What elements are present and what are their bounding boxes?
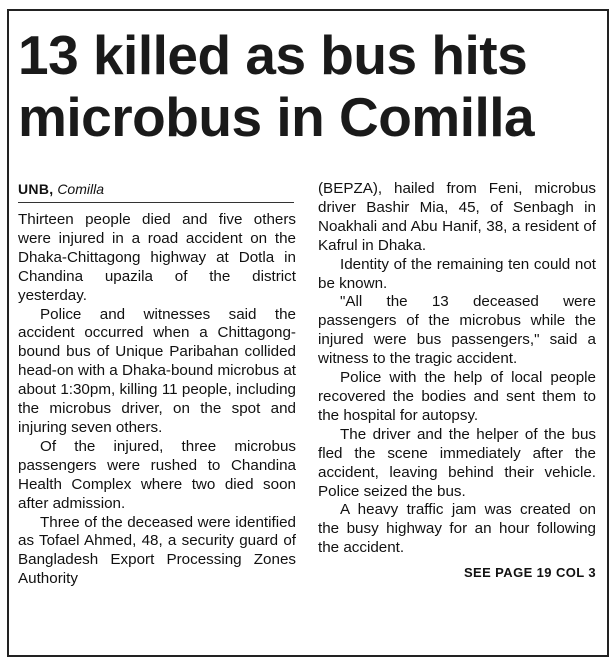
paragraph-continued: (BEPZA), hailed from Feni, microbus driver Bashir Mia, 45, of Senbagh in Noakhali and Abu Hanif, 38, a resident of Kafrul in Dhaka.: [318, 180, 596, 254]
headline-line-2: microbus in Comilla: [18, 86, 535, 148]
paragraph: The driver and the helper of the bus fled the scene immediately after the accident, leaving behind their vehicle. Police seized the bus.: [318, 425, 596, 500]
article-column-right: [318, 180, 596, 583]
paragraph: Police with the help of local people recovered the bodies and sent them to the hospital for autopsy.: [318, 369, 596, 424]
jump-line: SEE PAGE 19 COL 3: [463, 565, 596, 581]
paragraph: A heavy traffic jam was created on the busy highway for an hour following the accident.: [318, 501, 596, 557]
paragraph: Thirteen people died and five others were injured in a road accident on the Dhaka-Chittagong highway at Dotla in Chandina upazila of the district yesterday.: [18, 211, 296, 304]
paragraph: Police and witnesses said the accident occurred when a Chittagong-bound bus of Unique Paribahan collided head-on with a Dhaka-bound microbus at about 1:30pm, killing 11 people, including the microbus driver, on the spot and injuring seven others.: [18, 305, 296, 436]
frame-top-rule: [7, 9, 609, 11]
byline-agency: UNB,: [18, 181, 54, 197]
paragraph: Three of the deceased were identified as Tofael Ahmed, 48, a security guard of Bangladesh Export Processing Zones Authority: [18, 513, 296, 588]
frame-bottom-rule: [7, 655, 609, 657]
article-headline: [18, 24, 598, 148]
byline-city: Comilla: [57, 181, 104, 197]
paragraph: Identity of the remaining ten could not be known.: [318, 255, 596, 292]
byline: [18, 180, 294, 203]
paragraph: Of the injured, three microbus passengers were rushed to Chandina Health Complex where two died soon after admission.: [18, 437, 296, 512]
frame-right-rule: [607, 9, 609, 657]
frame-left-rule: [7, 9, 9, 657]
headline-line-1: 13 killed as bus hits: [18, 24, 528, 86]
paragraph: "All the 13 deceased were passengers of the microbus while the injured were bus passengers," said a witness to the tragic accident.: [318, 293, 596, 368]
article-column-left: [18, 180, 296, 589]
